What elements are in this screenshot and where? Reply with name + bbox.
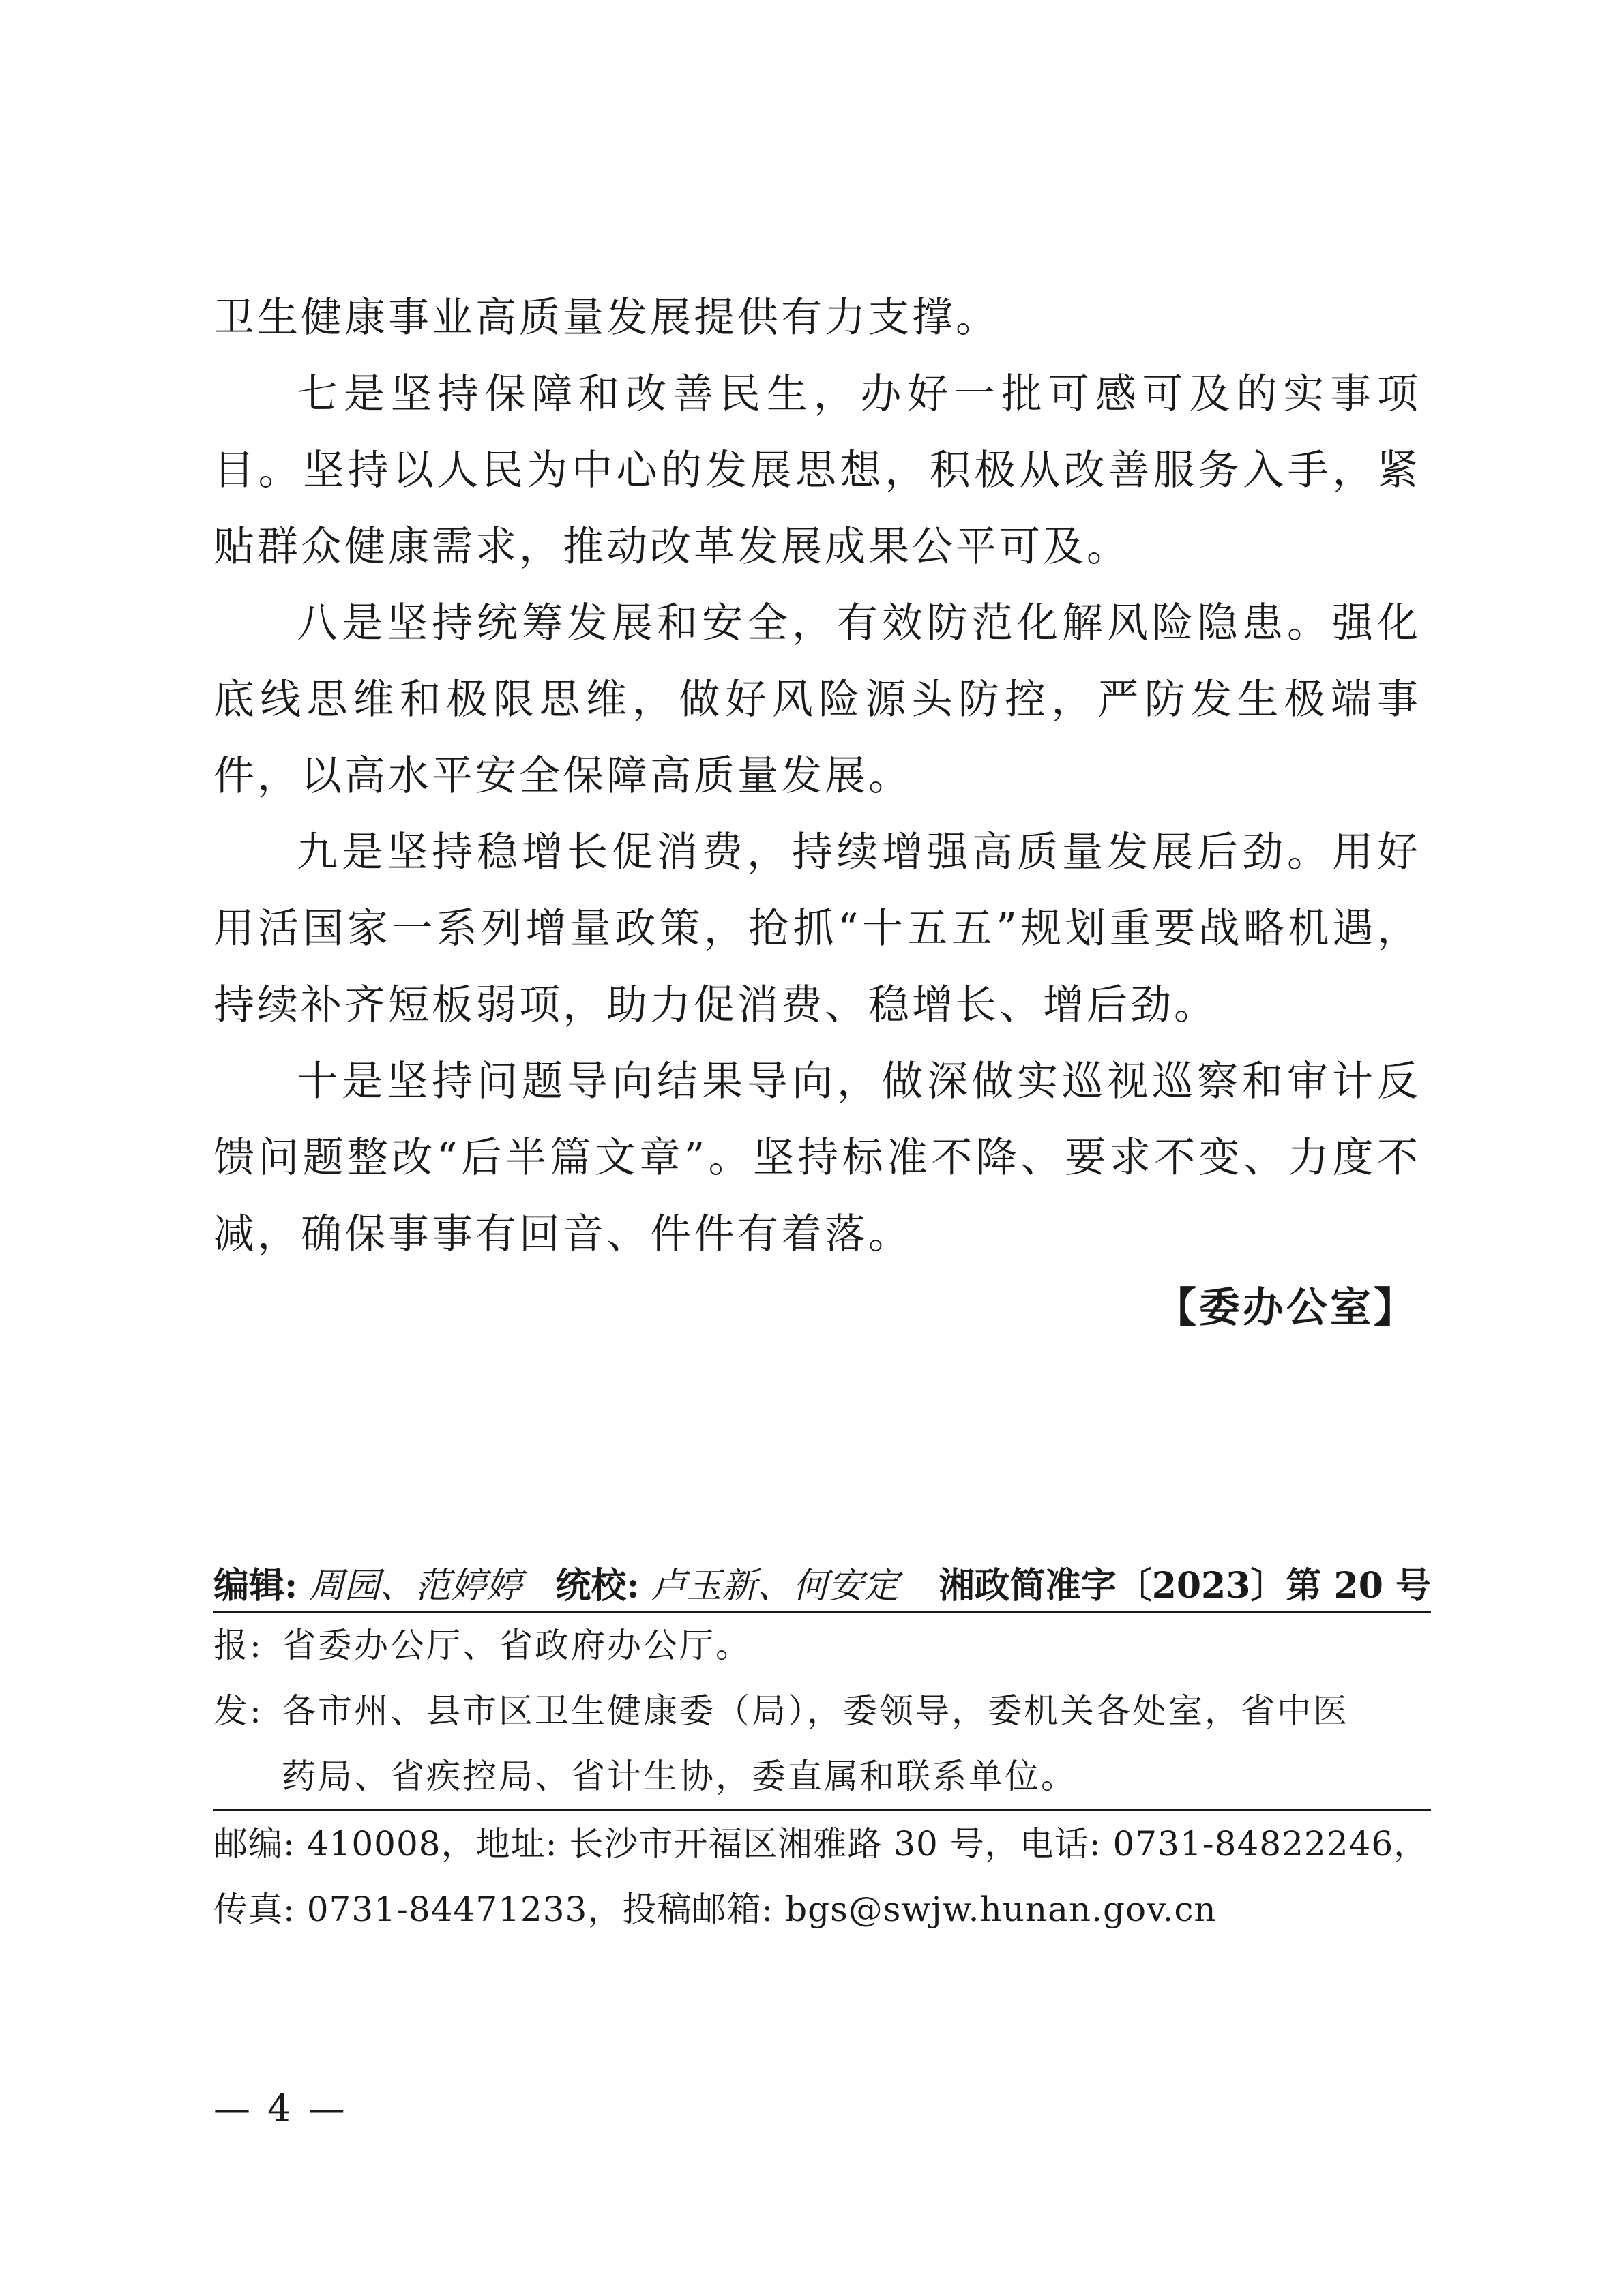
send-row — [213, 1678, 1431, 1744]
page-number: — 4 — — [213, 2087, 348, 2130]
proofer-names: 卢玉新、何安定 — [651, 1566, 900, 1607]
report-row — [213, 1613, 1431, 1678]
distribution-block — [213, 1613, 1431, 1809]
report-label: 报: — [213, 1626, 263, 1665]
editor-names: 周园、范婷婷 — [308, 1566, 522, 1607]
paragraph-ten: 十是坚持问题导向结果导向，做深做实巡视巡察和审计反馈问题整改“后半篇文章”。坚持标准不降、要求不变、力度不减，确保事事有回音、件件有着落。 — [213, 1058, 1421, 1258]
paragraph-continuation: 卫生健康事业高质量发展提供有力支撑。 — [213, 294, 999, 342]
footer-block — [213, 1562, 1431, 1942]
contact-line2: 传真: 0731-84471233，投稿邮箱: bgs@swjw.hunan.gov.cn — [213, 1890, 1217, 1929]
document-number: 湘政简准字〔2023〕第 20 号 — [939, 1565, 1431, 1607]
editor-label: 编辑: — [213, 1565, 298, 1607]
report-to: 省委办公厅、省政府办公厅。 — [282, 1626, 752, 1665]
contact-line1: 邮编: 410008，地址: 长沙市开福区湘雅路 30 号，电话: 0731-84822246， — [213, 1824, 1429, 1864]
signature: 【委办公室】 — [1155, 1284, 1417, 1332]
send-label: 发: — [213, 1691, 263, 1731]
paragraph-eight: 八是坚持统筹发展和安全，有效防范化解风险隐患。强化底线思维和极限思维，做好风险源头防控，严防发生极端事件，以高水平安全保障高质量发展。 — [213, 599, 1421, 800]
paragraph-seven: 七是坚持保障和改善民生，办好一批可感可及的实事项目。坚持以人民为中心的发展思想，积极从改善服务入手，紧贴群众健康需求，推动改革发展成果公平可及。 — [213, 370, 1421, 571]
send-to-line2: 药局、省疾控局、省计生协，委直属和联系单位。 — [282, 1757, 1077, 1796]
send-to-line1: 各市州、县市区卫生健康委（局），委领导，委机关各处室，省中医 — [282, 1691, 1349, 1731]
contact-block — [213, 1811, 1431, 1942]
proof-label: 统校: — [555, 1565, 640, 1607]
body-text — [213, 280, 1421, 1272]
paragraph-nine: 九是坚持稳增长促消费，持续增强高质量发展后劲。用好用活国家一系列增量政策，抢抓“十五五”规划重要战略机遇，持续补齐短板弱项，助力促消费、稳增长、增后劲。 — [213, 829, 1421, 1029]
send-row-continued — [213, 1744, 1431, 1809]
editor-line — [213, 1562, 1431, 1611]
editor-info — [213, 1562, 899, 1611]
